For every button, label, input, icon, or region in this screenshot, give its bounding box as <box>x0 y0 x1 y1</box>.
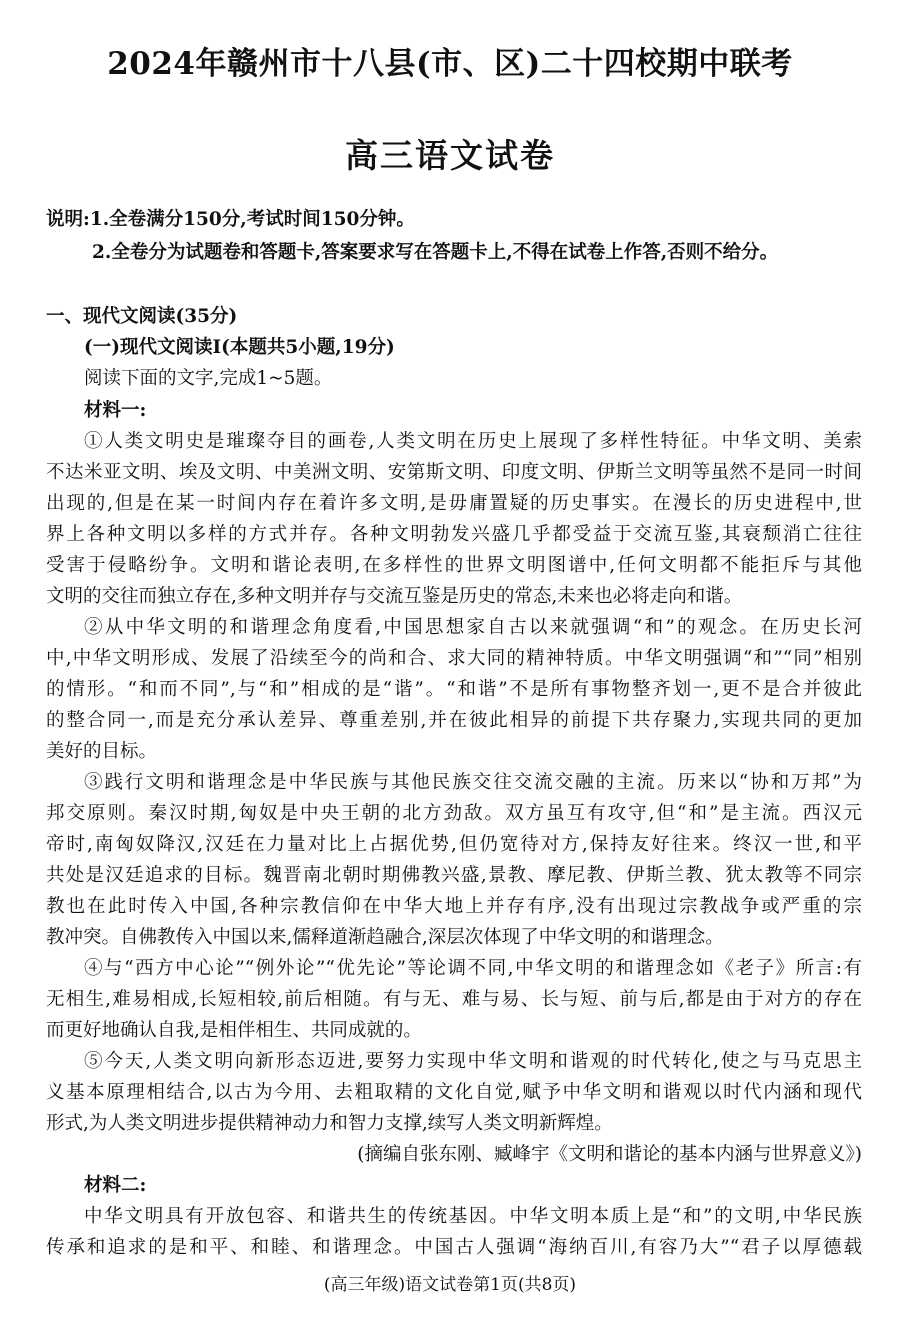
paragraph-line: 文明的交往而独立存在,多种文明并存与交流互鉴是历史的常态,未来也必将走向和谐。 <box>46 586 743 607</box>
exam-title: 2024年赣州市十八县(市、区)二十四校期中联考 <box>107 46 793 82</box>
section-heading: 一、现代文阅读(35分) <box>46 306 238 327</box>
paragraph-line: 美好的目标。 <box>46 741 158 762</box>
paragraph-line: 受害于侵略纷争。文明和谐论表明,在多样性的世界文明图谱中,任何文明都不能拒斥与其他 <box>46 555 862 576</box>
paragraph-line: 不达米亚文明、埃及文明、中美洲文明、安第斯文明、印度文明、伊斯兰文明等虽然不是同一时间 <box>46 462 862 483</box>
paragraph-line: 帝时,南匈奴降汉,汉廷在力量对比上占据优势,但仍宽待对方,保持友好往来。终汉一世,和平 <box>46 834 862 855</box>
instruction-line-2: 2.全卷分为试题卷和答题卡,答案要求写在答题卡上,不得在试卷上作答,否则不给分。 <box>92 242 779 263</box>
paragraph-line: ①人类文明史是璀璨夺目的画卷,人类文明在历史上展现了多样性特征。中华文明、美索 <box>84 431 862 452</box>
paragraph-line: 义基本原理相结合,以古为今用、去粗取精的文化自觉,赋予中华文明和谐观以时代内涵和现代 <box>46 1082 862 1103</box>
material-1-source: (摘编自张东刚、臧峰宇《文明和谐论的基本内涵与世界意义》) <box>357 1144 862 1165</box>
paragraph-line: 的情形。“和而不同”,与“和”相成的是“谐”。“和谐”不是所有事物整齐划一,更不是合并彼此 <box>46 679 862 700</box>
paragraph-line: 出现的,但是在某一时间内存在着许多文明,是毋庸置疑的历史事实。在漫长的历史进程中,世 <box>46 493 862 514</box>
paragraph-line: 形式,为人类文明进步提供精神动力和智力支撑,续写人类文明新辉煌。 <box>46 1113 613 1134</box>
paragraph-line: 传承和追求的是和平、和睦、和谐理念。中国古人强调“海纳百川,有容乃大”“君子以厚德载 <box>46 1237 862 1258</box>
paragraph-line: 教也在此时传入中国,各种宗教信仰在中华大地上并存有序,没有出现过宗教战争或严重的宗 <box>46 896 862 917</box>
material-1-label: 材料一: <box>84 400 147 421</box>
paragraph-line: 教冲突。自佛教传入中国以来,儒释道渐趋融合,深层次体现了中华文明的和谐理念。 <box>46 927 724 948</box>
page-footer: (高三年级)语文试卷第1页(共8页) <box>323 1275 577 1295</box>
reading-direction: 阅读下面的文字,完成1~5题。 <box>84 368 333 389</box>
paragraph-line: 邦交原则。秦汉时期,匈奴是中央王朝的北方劲敌。双方虽互有攻守,但“和”是主流。西汉元 <box>46 803 862 824</box>
paragraph-line: ③践行文明和谐理念是中华民族与其他民族交往交流交融的主流。历来以“协和万邦”为 <box>84 772 862 793</box>
paragraph-line: ④与“西方中心论”“例外论”“优先论”等论调不同,中华文明的和谐理念如《老子》所言:有 <box>84 958 862 979</box>
paragraph-line: 中华文明具有开放包容、和谐共生的传统基因。中华文明本质上是“和”的文明,中华民族 <box>84 1206 862 1227</box>
paragraph-line: 的整合同一,而是充分承认差异、尊重差别,并在彼此相异的前提下共存聚力,实现共同的更加 <box>46 710 862 731</box>
instruction-line-1: 说明:1.全卷满分150分,考试时间150分钟。 <box>46 209 415 230</box>
paragraph-line: 而更好地确认自我,是相伴相生、共同成就的。 <box>46 1020 422 1041</box>
sub-section-heading: (一)现代文阅读Ⅰ(本题共5小题,19分) <box>84 337 395 358</box>
material-2-label: 材料二: <box>84 1175 147 1196</box>
exam-subtitle: 高三语文试卷 <box>345 136 555 175</box>
paragraph-line: 无相生,难易相成,长短相较,前后相随。有与无、难与易、长与短、前与后,都是由于对方的存在 <box>46 989 862 1010</box>
paragraph-line: 中,中华文明形成、发展了沿续至今的尚和合、求大同的精神特质。中华文明强调“和”“同”相别 <box>46 648 862 669</box>
paragraph-line: 共处是汉廷追求的目标。魏晋南北朝时期佛教兴盛,景教、摩尼教、伊斯兰教、犹太教等不同宗 <box>46 865 862 886</box>
paragraph-line: ⑤今天,人类文明向新形态迈进,要努力实现中华文明和谐观的时代转化,使之与马克思主 <box>84 1051 862 1072</box>
paragraph-line: ②从中华文明的和谐理念角度看,中国思想家自古以来就强调“和”的观念。在历史长河 <box>84 617 862 638</box>
paragraph-line: 界上各种文明以多样的方式并存。各种文明勃发兴盛几乎都受益于交流互鉴,其衰颓消亡往往 <box>46 524 862 545</box>
